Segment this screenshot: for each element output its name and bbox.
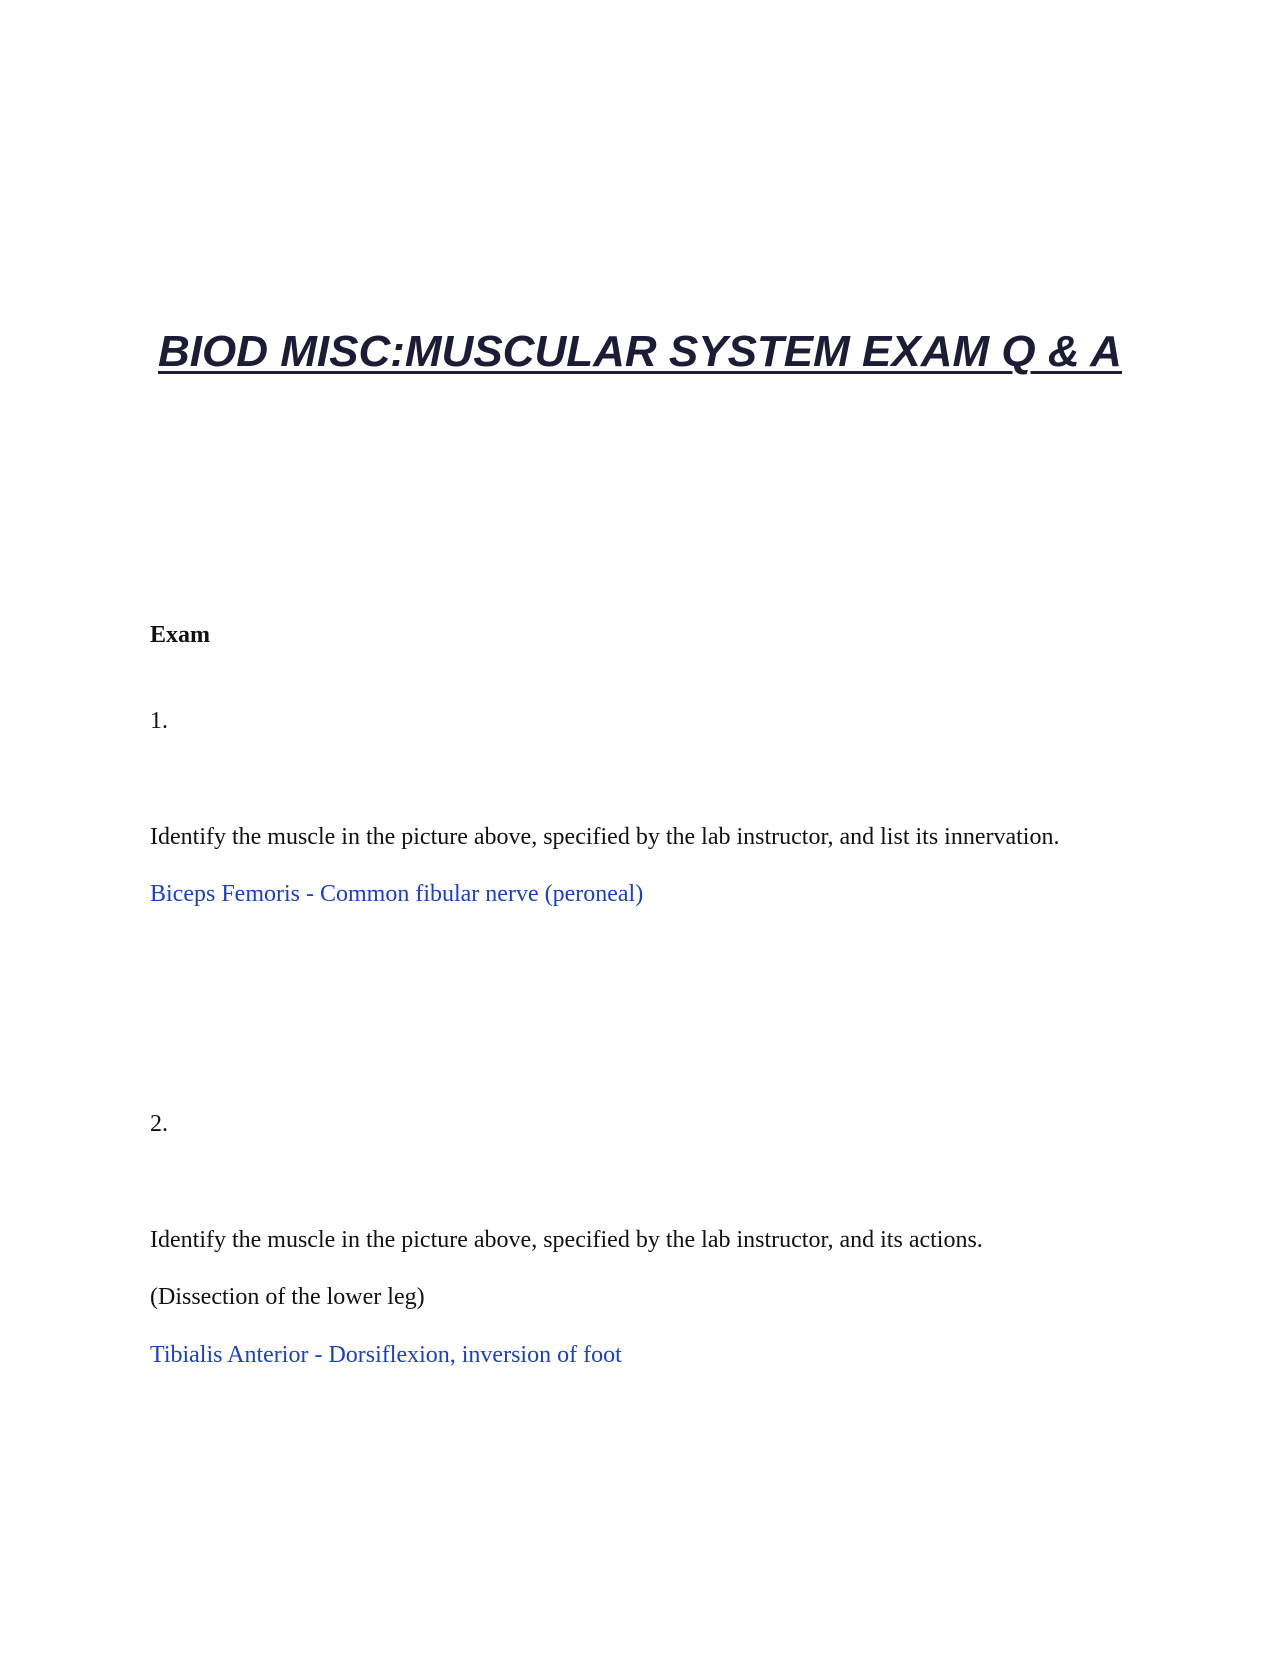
question-2-answer: Tibialis Anterior - Dorsiflexion, inversion of foot: [150, 1342, 622, 1368]
question-1-answer: Biceps Femoris - Common fibular nerve (peroneal): [150, 881, 644, 907]
section-heading: Exam: [150, 622, 210, 648]
question-1-prompt: Identify the muscle in the picture above, specified by the lab instructor, and list its innervation.: [150, 824, 1060, 850]
question-2-note: (Dissection of the lower leg): [150, 1284, 425, 1310]
question-1-number: 1.: [150, 708, 168, 734]
document-title: BIOD MISC:MUSCULAR SYSTEM EXAM Q & A: [158, 327, 1122, 376]
question-2-prompt: Identify the muscle in the picture above, specified by the lab instructor, and its actions.: [150, 1227, 983, 1253]
question-2-number: 2.: [150, 1111, 168, 1137]
